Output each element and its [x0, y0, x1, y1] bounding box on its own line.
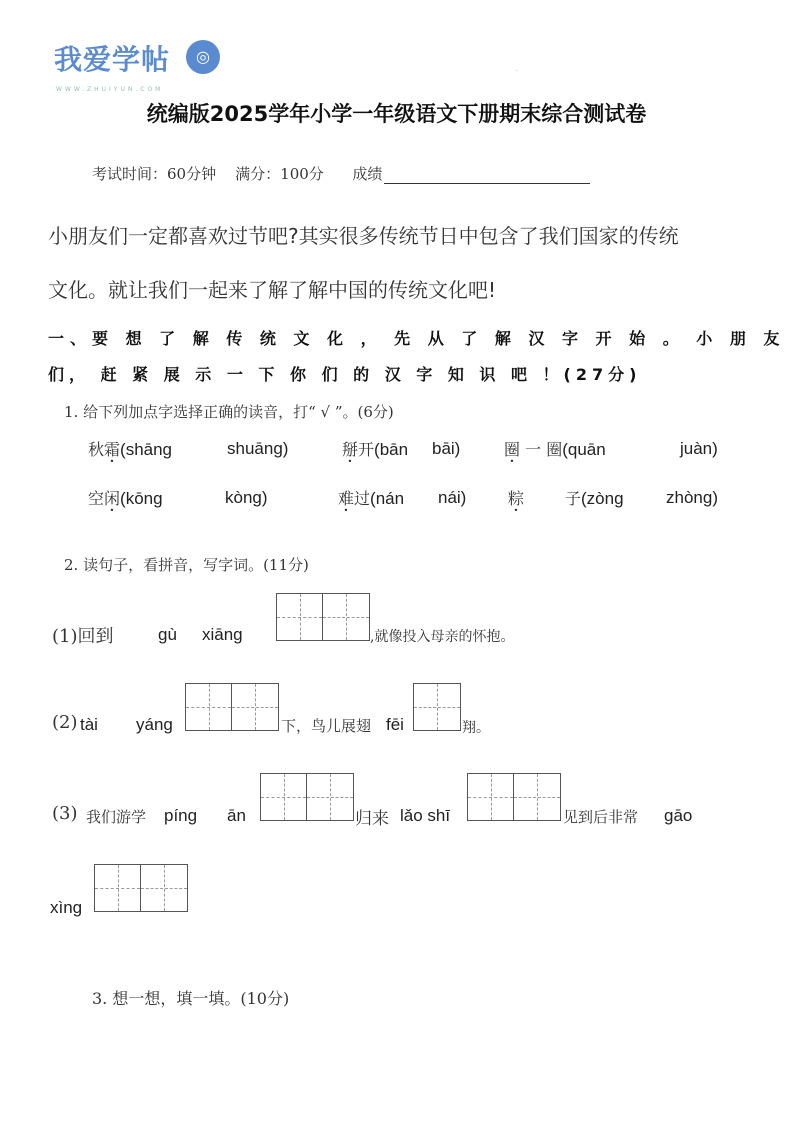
q2-s3-pinyin-1: píng [164, 806, 198, 825]
q2-s2-pinyin-1: tài [80, 715, 98, 734]
q1-item-6: 粽 [508, 489, 525, 508]
q2-s2-mid: 下，鸟儿展翅 [281, 717, 372, 735]
q2-s1-tail: ,就像投入母亲的怀抱。 [370, 629, 515, 645]
q2-s3-pinyin-5: xìng [50, 898, 83, 917]
decorative-dot: . [516, 66, 518, 73]
grade-blank[interactable] [384, 165, 590, 184]
q2-s1-pinyin-2: xiāng [202, 625, 243, 644]
q2-s2-pinyin-3: fēi [386, 715, 404, 734]
q2-s1-pinyin-1: gù [158, 625, 177, 644]
q3-title: 3. 想一想，填一填。(10分) [92, 989, 290, 1008]
q2-s2-pinyin-2: yáng [136, 715, 173, 734]
q1-item-1-option-2[interactable]: shuāng) [227, 439, 289, 458]
q1-item-4: 空闲(kōng [88, 489, 163, 508]
q1-item-2-option-2[interactable]: bāi) [432, 439, 461, 458]
q2-s3-pinyin-4: gāo [664, 806, 693, 825]
q1-item-3: 圈 一 圈(quān [504, 440, 606, 459]
page-title: 统编版2025学年小学一年级语文下册期末综合测试卷 [146, 102, 647, 126]
exam-time: 考试时间：60分钟 [92, 165, 217, 183]
q2-s3-text-1: 我们游学 [86, 808, 147, 826]
q2-s3-writing-grid-3[interactable] [94, 864, 188, 912]
q2-s2-label: (2) [52, 712, 78, 733]
exam-info [92, 163, 590, 184]
q1-title: 1. 给下列加点字选择正确的读音，打“ √ ”。(6分) [64, 403, 394, 421]
q1-item-4-option-2[interactable]: kòng) [225, 488, 268, 507]
q2-s1-label: (1)回到 [52, 626, 114, 647]
q2-s3-mid: 归来 [355, 809, 389, 829]
q2-s1-writing-grid[interactable] [276, 593, 370, 641]
q1-item-6-option-2[interactable]: zhòng) [666, 488, 718, 507]
q1-item-3-option-2[interactable]: juàn) [680, 439, 718, 458]
intro-line-1: 小朋友们一定都喜欢过节吧?其实很多传统节日中包含了我们国家的传统 [48, 224, 679, 248]
q2-s2-writing-grid-2[interactable] [413, 683, 461, 731]
q1-item-6-option-1[interactable]: 子(zòng [565, 489, 624, 508]
exam-full-score: 满分：100分 [235, 165, 324, 183]
q1-item-5: 难过(nán [338, 489, 405, 508]
q2-s2-tail: 翔。 [462, 720, 490, 736]
q1-item-1: 秋霜(shāng [88, 440, 173, 459]
section1-heading-line-1: 一、要 想 了 解 传 统 文 化 ， 先 从 了 解 汉 字 开 始 。 小 朋 友 [48, 329, 786, 348]
q2-s3-tail: 见到后非常 [563, 808, 639, 826]
q2-s3-writing-grid-1[interactable] [260, 773, 354, 821]
q1-item-5-option-2[interactable]: nái) [438, 488, 467, 507]
q2-s2-writing-grid-1[interactable] [185, 683, 279, 731]
grade-label: 成绩 [352, 165, 383, 183]
q2-s3-pinyin-2: ān [227, 806, 246, 825]
logo-subtitle: WWW.ZHUIYUN.COM [56, 86, 164, 93]
q2-title: 2. 读句子，看拼音，写字词。(11分) [64, 556, 309, 574]
logo-badge-icon: ◎ [186, 40, 220, 74]
q2-s3-label: (3) [52, 803, 78, 824]
q2-s3-writing-grid-2[interactable] [467, 773, 561, 821]
intro-line-2: 文化。就让我们一起来了解了解中国的传统文化吧! [48, 278, 497, 302]
q1-item-2: 掰开(bān [342, 440, 409, 459]
logo-text: 我爱学帖 [54, 43, 171, 76]
section1-heading-line-2: 们， 赶 紧 展 示 一 下 你 们 的 汉 字 知 识 吧 ！(27分) [48, 365, 642, 384]
q2-s3-pinyin-3: lǎo shī [400, 806, 451, 825]
